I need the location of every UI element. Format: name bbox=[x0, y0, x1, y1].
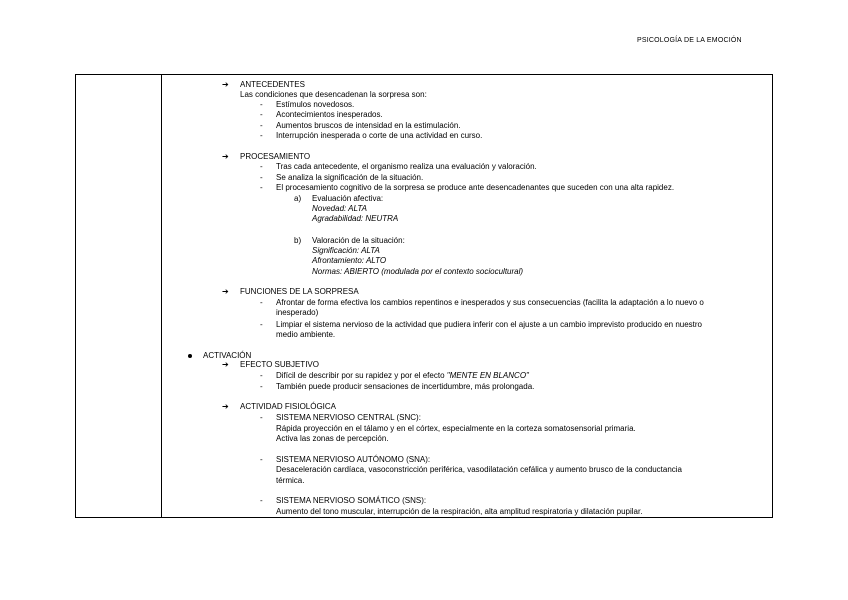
page-header-title: PSICOLOGÍA DE LA EMOCIÓN bbox=[637, 37, 742, 44]
arrow-icon: ➔ bbox=[222, 402, 229, 411]
efecto-item-text: Difícil de describir por su rapidez y por el efecto bbox=[276, 371, 447, 380]
list-item: Limpiar el sistema nervioso de la actividad que pudiera inferir con el ajuste a un cambio imprevisto producido en nuestro bbox=[276, 320, 703, 329]
sub-line: Novedad: ALTA bbox=[312, 204, 367, 213]
list-item: El procesamiento cognitivo de la sorpresa se produce ante desencadenantes que suceden con una alta rapidez. bbox=[276, 183, 675, 192]
list-item: Acontecimientos inesperados. bbox=[276, 110, 383, 119]
list-item: Afrontar de forma efectiva los cambios repentinos e inesperados y sus consecuencias (facilita la adaptación a lo nuevo o bbox=[276, 298, 704, 307]
dash-icon: - bbox=[260, 110, 263, 119]
sna-title: SISTEMA NERVIOSO AUTÓNOMO (SNA): bbox=[276, 455, 431, 464]
arrow-icon: ➔ bbox=[222, 152, 229, 161]
antecedentes-intro: Las condiciones que desencadenan la sorpresa son: bbox=[240, 90, 427, 99]
snc-line: Activa las zonas de percepción. bbox=[276, 434, 389, 443]
efecto-heading: EFECTO SUBJETIVO bbox=[240, 360, 319, 369]
list-item-continuation: inesperado) bbox=[276, 308, 319, 317]
column-divider bbox=[161, 75, 162, 517]
list-item-continuation: medio ambiente. bbox=[276, 330, 336, 339]
list-item: Tras cada antecedente, el organismo realiza una evaluación y valoración. bbox=[276, 162, 537, 171]
snc-title: SISTEMA NERVIOSO CENTRAL (SNC): bbox=[276, 413, 421, 422]
funciones-heading: FUNCIONES DE LA SORPRESA bbox=[240, 287, 359, 296]
dash-icon: - bbox=[260, 382, 263, 391]
dash-icon: - bbox=[260, 298, 263, 307]
arrow-icon: ➔ bbox=[222, 287, 229, 296]
bullet-icon bbox=[188, 354, 192, 358]
sub-line: Significación: ALTA bbox=[312, 246, 380, 255]
sns-title: SISTEMA NERVIOSO SOMÁTICO (SNS): bbox=[276, 496, 427, 505]
arrow-icon: ➔ bbox=[222, 360, 229, 369]
dash-icon: - bbox=[260, 173, 263, 182]
sub-marker-a: a) bbox=[294, 194, 302, 203]
dash-icon: - bbox=[260, 496, 263, 505]
arrow-icon: ➔ bbox=[222, 80, 229, 89]
sub-title-b: Valoración de la situación: bbox=[312, 236, 405, 245]
list-item: Interrupción inesperada o corte de una actividad en curso. bbox=[276, 131, 483, 140]
snc-line: Rápida proyección en el tálamo y en el córtex, especialmente en la corteza somatosensorial primaria. bbox=[276, 424, 636, 433]
dash-icon: - bbox=[260, 162, 263, 171]
actividad-heading: ACTIVIDAD FISIOLÓGICA bbox=[240, 402, 337, 411]
dash-icon: - bbox=[260, 371, 263, 380]
dash-icon: - bbox=[260, 121, 263, 130]
dash-icon: - bbox=[260, 100, 263, 109]
list-item bbox=[276, 371, 529, 380]
antecedentes-heading: ANTECEDENTES bbox=[240, 80, 305, 89]
list-item: Aumentos bruscos de intensidad en la estimulación. bbox=[276, 121, 461, 130]
dash-icon: - bbox=[260, 455, 263, 464]
list-item: Se analiza la significación de la situación. bbox=[276, 173, 424, 182]
dash-icon: - bbox=[260, 183, 263, 192]
sub-title-a: Evaluación afectiva: bbox=[312, 194, 384, 203]
content-table bbox=[75, 74, 773, 518]
list-item: Estímulos novedosos. bbox=[276, 100, 355, 109]
sub-marker-b: b) bbox=[294, 236, 302, 245]
sub-line: Afrontamiento: ALTO bbox=[312, 256, 387, 265]
activacion-heading: ACTIVACIÓN bbox=[203, 351, 252, 360]
sub-line: Agradabilidad: NEUTRA bbox=[312, 214, 399, 223]
sna-line: térmica. bbox=[276, 476, 305, 485]
sna-line: Desaceleración cardíaca, vasoconstricción periférica, vasodilatación cefálica y aumento brusco de la conductancia bbox=[276, 465, 682, 474]
sns-line: Aumento del tono muscular, interrupción de la respiración, alta amplitud respiratoria y dilatación pupilar. bbox=[276, 507, 643, 516]
procesamiento-heading: PROCESAMIENTO bbox=[240, 152, 311, 161]
dash-icon: - bbox=[260, 320, 263, 329]
sub-line: Normas: ABIERTO (modulada por el contexto sociocultural) bbox=[312, 267, 524, 276]
efecto-item-emphasis: "MENTE EN BLANCO" bbox=[446, 371, 529, 380]
dash-icon: - bbox=[260, 413, 263, 422]
list-item: También puede producir sensaciones de incertidumbre, más prolongada. bbox=[276, 382, 535, 391]
dash-icon: - bbox=[260, 131, 263, 140]
